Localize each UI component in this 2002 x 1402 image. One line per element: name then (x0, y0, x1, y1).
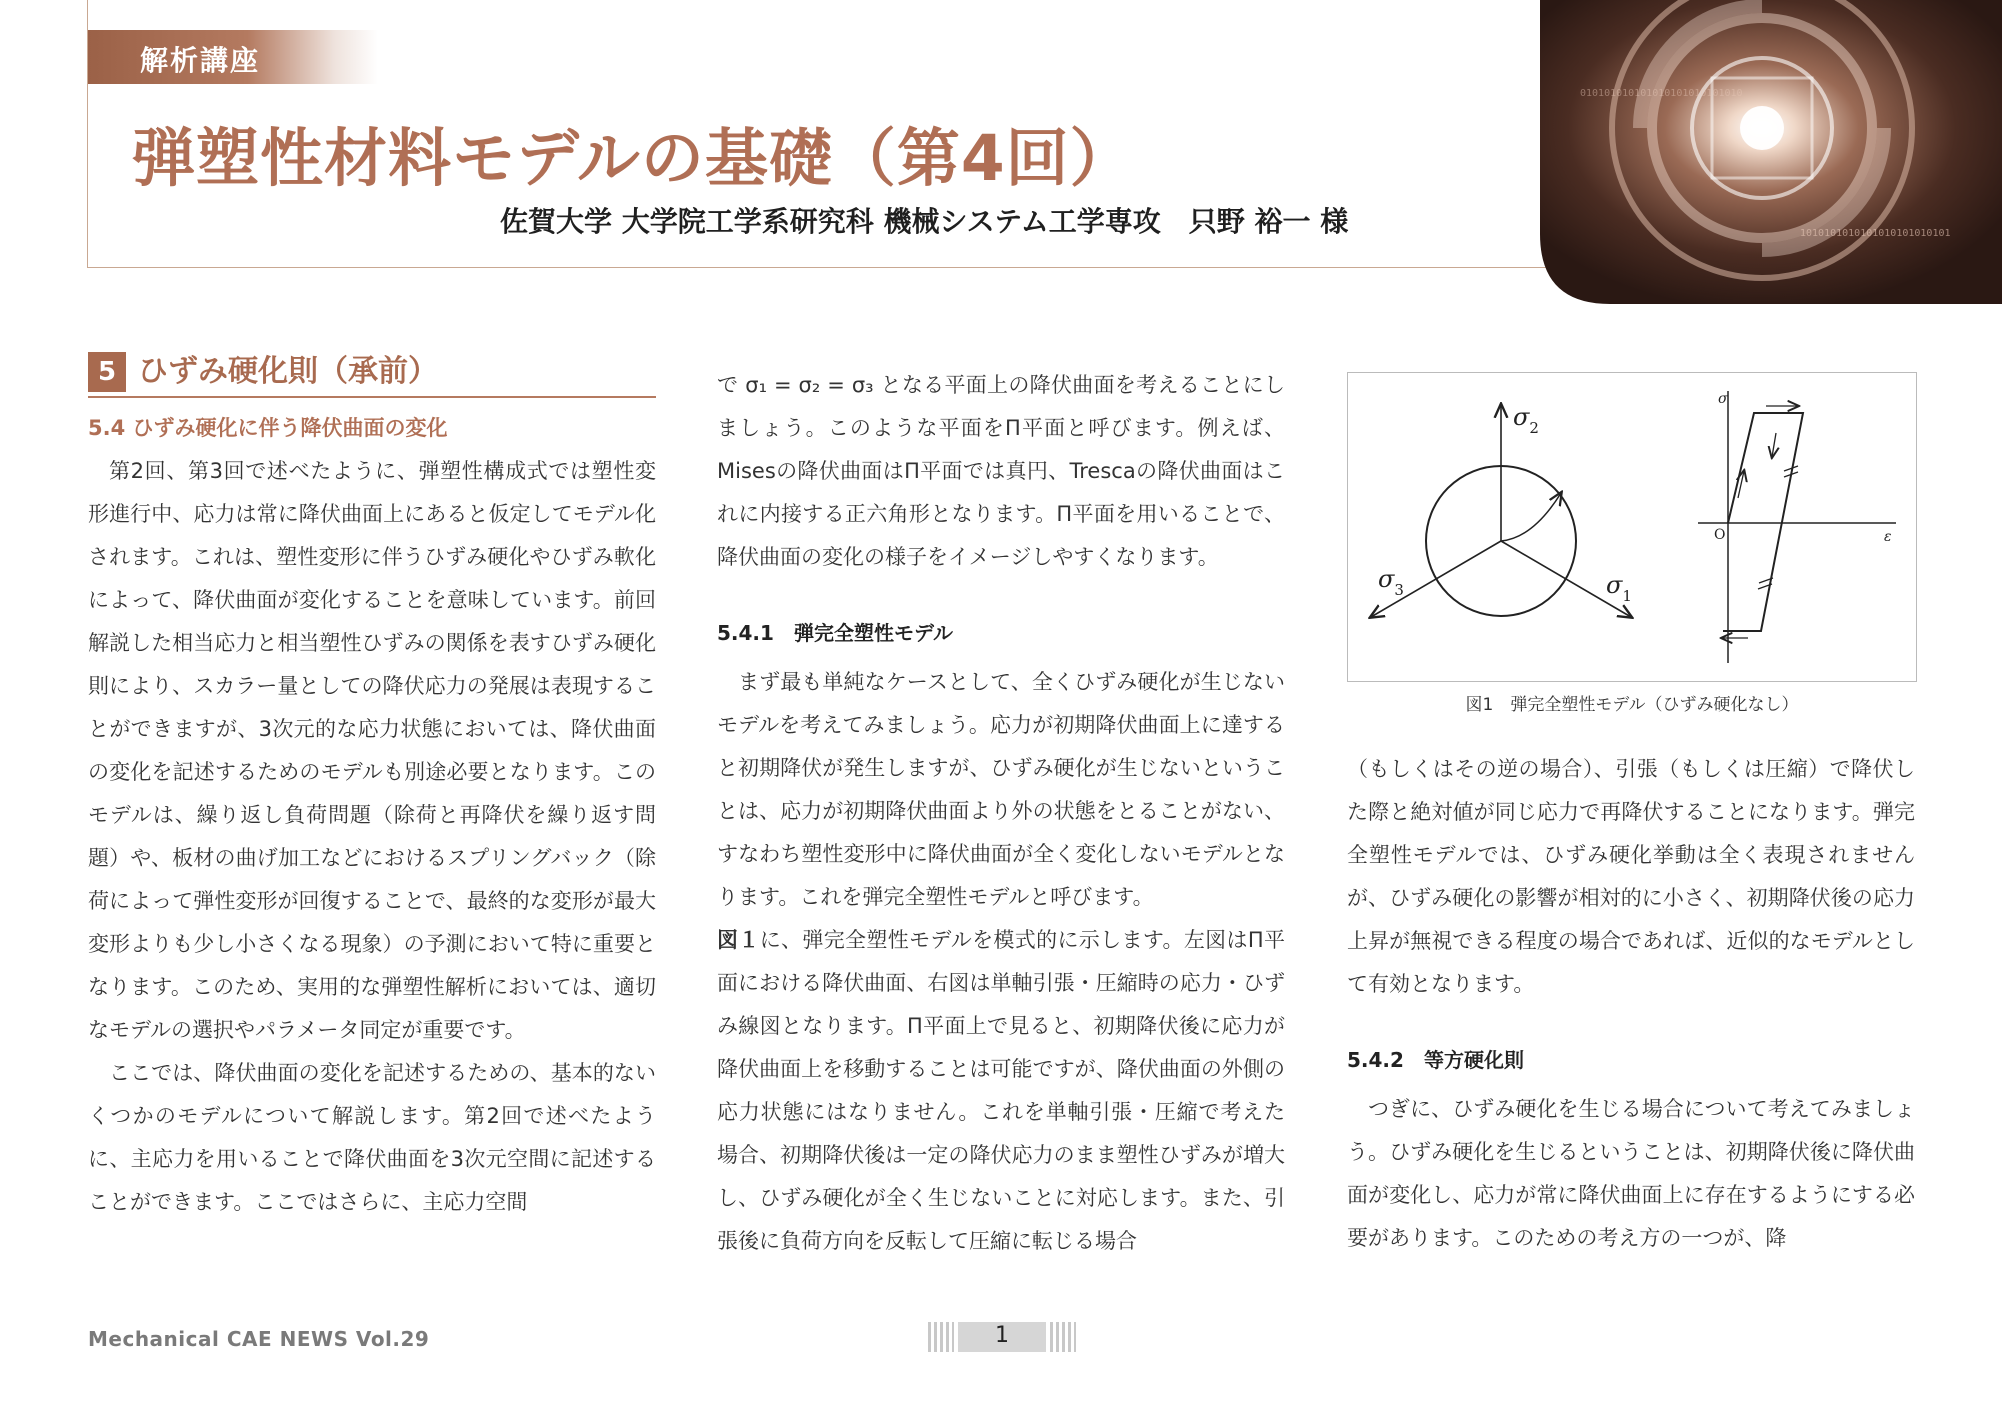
svg-text:1010101010101010101010101: 1010101010101010101010101 (1800, 228, 1951, 239)
paragraph: で σ₁ = σ₂ = σ₃ となる平面上の降伏曲面を考えることにしましょう。このような平面をΠ平面と呼びます。例えば、Misesの降伏曲面はΠ平面では真円、Trescaの降伏曲面はこれに内接する正六角形となります。Π平面を用いることで、降伏曲面の変化の様子をイメージしやすくなります。 (717, 373, 1285, 569)
sigma3-label: σ (1378, 565, 1395, 593)
paragraph: ここでは、降伏曲面の変化を記述するための、基本的ないくつかのモデルについて解説します。第2回で述べたように、主応力を用いることで降伏曲面を3次元空間に記述することができます。ここではさらに、主応力空間 (88, 1061, 656, 1214)
stress-strain-curve (1723, 413, 1803, 631)
page-bar-stripes-right (1050, 1322, 1076, 1352)
svg-text:010101010101010101010101010: 010101010101010101010101010 (1580, 88, 1743, 99)
figure-caption: 図1 弾完全塑性モデル（ひずみ硬化なし） (1465, 695, 1799, 715)
page-bar-stripes-left (928, 1322, 954, 1352)
figure-1 (1347, 372, 1917, 682)
column-3 (1347, 748, 1915, 1260)
section-number-badge: 5 (88, 352, 126, 392)
stress-path (1501, 493, 1561, 541)
column-2 (717, 364, 1285, 1263)
page-number-bar (928, 1322, 1076, 1352)
paragraph: 第2回、第3回で述べたように、弾塑性構成式では塑性変形進行中、応力は常に降伏曲面上にあると仮定してモデル化されます。これは、塑性変形に伴うひずみ硬化やひずみ軟化によって、降伏曲面が変化することを意味しています。前回解説した相当応力と相当塑性ひずみの関係を表すひずみ硬化則により、スカラー量としての降伏応力の発展は表現することができますが、3次元的な応力状態においては、降伏曲面の変化を記述するためのモデルも別途必要となります。このモデルは、繰り返し負荷問題（除荷と再降伏を繰り返す問題）や、板材の曲げ加工などにおけるスプリングバック（除荷によって弾性変形が回復することで、最終的な変形が最大変形よりも少し小さくなる現象）の予測において特に重要となります。このため、実用的な弾塑性解析においては、適切なモデルの選択やパラメータ同定が重要です。 (88, 459, 656, 1042)
header-frame-bottom (87, 267, 1547, 268)
publication-footer: Mechanical CAE NEWS Vol.29 (88, 1327, 430, 1351)
sigma2-subscript: 2 (1529, 419, 1539, 437)
stress-axis-label: σ (1718, 391, 1728, 407)
figure-reference: 図１ (717, 928, 760, 952)
subsubsection-title: 5.4.1 弾完全塑性モデル (717, 621, 953, 645)
paragraph-text: に、弾完全塑性モデルを模式的に示します。左図はΠ平面における降伏曲面、右図は単軸引張・圧縮時の応力・ひずみ線図となります。Π平面上で見ると、初期降伏後に応力が降伏曲面上を移動することは可能ですが、降伏曲面の外側の応力状態にはなりません。これを単軸引張・圧縮で考えた場合、初期降伏後は一定の降伏応力のまま塑性ひずみが増大し、ひずみ硬化が全く生じないことに対応します。また、引張後に負荷方向を反転して圧縮に転じる場合 (717, 928, 1285, 1253)
sigma1-label: σ (1606, 571, 1623, 599)
svg-text:σ2 (1513, 403, 1539, 437)
paragraph: （もしくはその逆の場合）、引張（もしくは圧縮）で降伏した際と絶対値が同じ応力で再降伏することになります。弾完全塑性モデルでは、ひずみ硬化挙動は全く表現されませんが、ひずみ硬化の影響が相対的に小さく、初期降伏後の応力上昇が無視できる程度の場合であれば、近似的なモデルとして有効となります。 (1347, 757, 1915, 996)
paragraph (717, 919, 1285, 1263)
header-decorative-image (1540, 0, 2002, 304)
paragraph: まず最も単純なケースとして、全くひずみ硬化が生じないモデルを考えてみましょう。応力が初期降伏曲面上に達すると初期降伏が発生しますが、ひずみ硬化が生じないということは、応力が初期降伏曲面より外の状態をとることがない、すなわち塑性変形中に降伏曲面が全く変化しないモデルとなります。これを弾完全塑性モデルと呼びます。 (717, 670, 1285, 909)
stress-strain-diagram (1698, 391, 1896, 663)
author-line: 佐賀大学 大学院工学系研究科 機械システム工学専攻 只野 裕一 様 (500, 205, 1349, 238)
page-number: 1 (995, 1323, 1009, 1348)
column-1 (88, 352, 656, 1224)
svg-text:σ1 (1606, 571, 1632, 605)
article-title: 弾塑性材料モデルの基礎（第4回） (132, 122, 1134, 195)
section-heading (88, 352, 656, 398)
subsubsection-title: 5.4.2 等方硬化則 (1347, 1048, 1524, 1072)
column-category-label (88, 30, 378, 84)
unloading-arrow (1772, 433, 1776, 457)
sigma3-subscript: 3 (1394, 581, 1404, 599)
origin-label: O (1714, 527, 1726, 543)
category-label-text: 解析講座 (140, 44, 261, 77)
paragraph: つぎに、ひずみ硬化を生じる場合について考えてみましょう。ひずみ硬化を生じるということは、初期降伏後に降伏曲面が変化し、応力が常に降伏曲面上に存在するようにする必要があります。このための考え方の一つが、降 (1347, 1097, 1915, 1250)
sigma1-subscript: 1 (1622, 587, 1632, 605)
pi-plane-diagram (1371, 403, 1632, 617)
strain-axis-label: ε (1884, 529, 1892, 545)
svg-text:σ3 (1378, 565, 1404, 599)
section-title: ひずみ硬化則（承前） (138, 354, 438, 389)
figure-1-drawing (1348, 373, 1916, 681)
subsection-title: 5.4 ひずみ硬化に伴う降伏曲面の変化 (88, 416, 448, 440)
sigma2-label: σ (1513, 403, 1530, 431)
